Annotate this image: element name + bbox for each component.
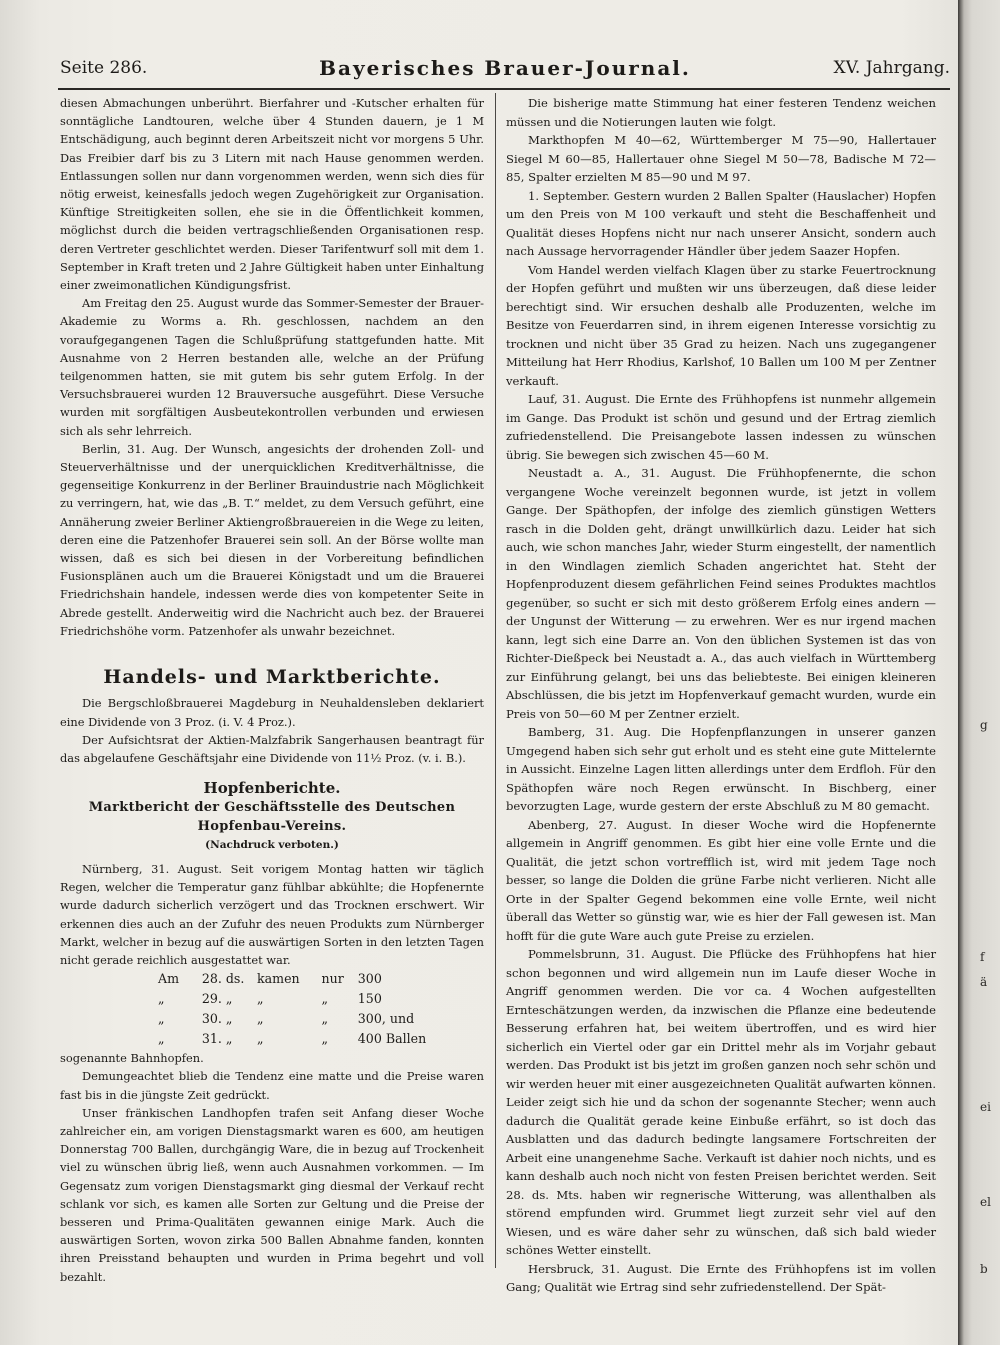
paragraph: Die bisherige matte Stimmung hat einer festeren Tendenz weichen müssen und die Notierungen lauten wie folgt. [506, 96, 936, 129]
left-column [60, 94, 484, 1286]
spacer [60, 640, 484, 654]
paragraph: Vom Handel werden vielfach Klagen über zu starke Feuertrocknung der Hopfen geführt und mußten wir uns überzeugen, daß diese leider berechtigt sind. Wir ersuchen deshalb alle Produzenten, welche im Besitze von Feuerdarren sind, in ihrem eigenen Interesse vorsichtig zu trocknen und nicht über 35 Grad zu heizen. Nach uns zugegangener Mitteilung hat Herr Rhodius, Karlshof, 10 Ballen um 100 M per Zentner verkauft. [506, 262, 936, 388]
margin-fragment: el [980, 1195, 991, 1209]
table-cell: 30. [201, 1011, 222, 1027]
page-number: Seite 286. [60, 58, 148, 78]
paragraph: sogenannte Bahnhopfen. [60, 1051, 204, 1066]
paragraph: Die Bergschloßbrauerei Magdeburg in Neuhaldensleben deklariert eine Dividende von 3 Proz. (i. V. 4 Proz.). [60, 696, 484, 729]
header-rule [58, 88, 950, 90]
right-column [506, 94, 936, 1297]
table-row [156, 1029, 456, 1049]
paragraph: diesen Abmachungen unberührt. Bierfahrer und -Kutscher erhalten für sonntägliche Landtouren, welche über 4 Stunden dauern, je 1 M Entschädigung, auch beginnt deren Arbeitszeit nicht vor morgens 5 Uhr. Das Freibier darf bis zu 3 Litern mit nach Hause genommen werden. Entlassungen sollen nur dann vorgenommen werden, wenn sich dies für nötig erweist, keinesfalls jedoch wegen Zugehörigkeit zur Organisation. Künftige Streitigkeiten sollen, ehe sie in die Öffentlichkeit kommen, möglichst durch die beiden vertragschließenden Organisationen resp. deren Vertreter geschlichtet werden. Dieser Tarifentwurf soll mit dem 1. September in Kraft treten und 2 Jahre Gültigkeit haben unter Einhaltung einer zweimonatlichen Kündigungsfrist. [60, 96, 484, 293]
binding-edge [958, 0, 1000, 1345]
paragraph: 1. September. Gestern wurden 2 Ballen Spalter (Hauslacher) Hopfen um den Preis von M 100 verkauft und steht die Beschaffenheit und Qualität dieses Hopfens nicht nur nach unserer Ansicht, sondern auch nach Aussage hervorragender Händler über jedem Saazer Hopfen. [506, 188, 936, 258]
volume-label: XV. Jahrgang. [833, 58, 950, 78]
table-cell: „ [225, 991, 233, 1007]
table-cell: nur [321, 971, 344, 987]
paragraph: Der Aufsichtsrat der Aktien-Malzfabrik Sangerhausen beantragt für das abgelaufene Geschäftsjahr eine Dividende von 11½ Proz. (v. i. B.). [60, 732, 484, 765]
table-row [156, 1009, 456, 1029]
paragraph: Demungeachtet blieb die Tendenz eine matte und die Preise waren fast bis in die jüngste Zeit gedrückt. [60, 1069, 484, 1102]
journal-title: Bayerisches Brauer-Journal. [319, 56, 691, 80]
margin-fragment: g [980, 718, 988, 732]
paragraph: Pommelsbrunn, 31. August. Die Pflücke des Frühhopfens hat hier schon begonnen und wird allgemein nun im Laufe dieser Woche in Angriff genommen werden. Die vor ca. 4 Wochen aufgestellten Ernteschätzungen werden, da inzwischen die Pflanze eine bedeutende Besserung erfahren hat, bei weitem übertroffen, und es wird hier sicherlich ein Viertel oder gar ein Drittel mehr als im Vorjahr gebaut werden. Das Produkt ist bis jetzt im großen ganzen noch sehr schön und wir werden heuer mit einer ausgezeichneten Qualität aufwarten können. Leider zeigt sich hie und da schon der sogenannte Stecher; wenn auch dadurch die Qualität gerade keine Einbuße erfährt, so ist doch das Ausblatten und das dadurch bedingte langsamere Fortschreiten der Arbeit eine unangenehme Sache. Verkauft ist dahier noch nichts, und es kann deshalb auch noch nicht von festen Preisen berichtet werden. Seit 28. ds. Mts. haben wir regnerische Witterung, was allenthalben als störend empfunden wird. Grummet liegt zurzeit sehr viel auf den Wiesen, und es wäre daher sehr zu wünschen, daß sich bald wieder schönes Wetter einstellt. [506, 947, 936, 1257]
table-cell: ds. [225, 971, 245, 987]
margin-fragment: ei [980, 1100, 991, 1114]
page-header [60, 58, 950, 88]
paragraph: Nürnberg, 31. August. Seit vorigem Montag hatten wir täglich Regen, welcher die Temperatur ganz fühlbar abkühlte; die Hopfenernte wurde dadurch sicherlich verzögert und das Trocknen erschwert. Wir erkennen dies auch an der Zufuhr des neuen Produkts zum Nürnberger Markt, welcher in bezug auf die auswärtigen Sorten in den letzten Tagen nicht gerade reichlich ausgestattet war. [60, 861, 484, 967]
subsection-heading: Hopfenberichte. [203, 779, 341, 798]
table-cell: 150 [357, 991, 382, 1007]
table-cell: „ [321, 1031, 329, 1047]
table-cell: Am [158, 971, 180, 987]
paragraph: Lauf, 31. August. Die Ernte des Frühhopfens ist nunmehr allgemein im Gange. Das Produkt ist schön und gesund und der Ertrag ziemlich zufriedenstellend. Die Preisangebote lassen indessen zu wünschen übrig. Sie bewegen sich zwischen 45—60 M. [506, 392, 936, 462]
paragraph: Am Freitag den 25. August wurde das Sommer-Semester der Brauer-Akademie zu Worms a. Rh. geschlossen, nachdem an den voraufgegangenen Tagen die Schlußprüfung stattgefunden hatte. Mit Ausnahme von 2 Herren bestanden alle, welche an der Prüfung teilgenommen hatten, sie mit gutem bis sehr gutem Erfolg. In der Versuchsbrauerei wurden 12 Brauversuche ausgeführt. Diese Versuche wurden mit sorgfältigen Ausbeutekontrollen verbunden und erwiesen sich als sehr lehrreich. [60, 296, 484, 438]
margin-fragment: f [980, 950, 985, 964]
paragraph: Hersbruck, 31. August. Die Ernte des Frühhopfens ist im vollen Gang; Qualität wie Ertrag sind sehr zufriedenstellend. Der Spät- [506, 1261, 936, 1294]
table-cell: „ [225, 1031, 233, 1047]
paragraph: Bamberg, 31. Aug. Die Hopfenpflanzungen in unserer ganzen Umgegend haben sich sehr gut erholt und es steht eine gute Mittelernte in Aussicht. Einzelne Lagen litten allerdings unter dem Erdfloh. Für den Späthopfen wäre noch Regen erwünscht. In Bischberg, einer bevorzugten Lage, wurde gestern der erste Abschluß zu M 80 gemacht. [506, 725, 936, 813]
table-cell: „ [256, 991, 264, 1007]
table-cell: 300 [357, 971, 382, 987]
table-cell: 29. [201, 991, 222, 1007]
table-cell: kamen [256, 971, 300, 987]
paragraph: Markthopfen M 40—62, Württemberger M 75—90, Hallertauer Siegel M 60—85, Hallertauer ohne Siegel M 50—78, Badische M 72—85, Spalter erzielten M 85—90 und M 97. [506, 133, 936, 184]
table-cell: „ [158, 991, 165, 1007]
table-row [156, 969, 456, 989]
table-cell: „ [256, 1011, 264, 1027]
table-cell: „ [256, 1031, 264, 1047]
margin-fragment: ä [980, 975, 988, 989]
paragraph: Berlin, 31. Aug. Der Wunsch, angesichts der drohenden Zoll- und Steuerverhältnisse und der unerquicklichen Kreditverhältnisse, die gegenseitige Konkurrenz in der Berliner Brauindustrie nach Möglichkeit zu verringern, hat, wie das „B. T.“ meldet, zu dem Versuch geführt, eine Annäherung zweier Berliner Aktiengroßbrauereien in die Wege zu leiten, deren eine die Patzenhofer Brauerei sein soll. An der Börse wollte man wissen, daß es sich bei diesen in der Vorbereitung befindlichen Fusionsplänen auch um die Brauerei Königstadt und um die Brauerei Friedrichshain handele, indessen werde dies von kompetenter Seite in Abrede gestellt. Anderweitig wird die Nachricht auch bez. der Brauerei Friedrichshöhe vorm. Patzenhofer als unwahr bezeichnet. [60, 441, 484, 638]
paragraph: Abenberg, 27. August. In dieser Woche wird die Hopfenernte allgemein in Angriff genommen. Es gibt hier eine volle Ernte und die Qualität, die jetzt schon vortrefflich ist, wird mit jedem Tage noch besser, so lange die Dolden die grüne Farbe nicht verlieren. Nicht alle Orte in der Spalter Gegend bekommen eine volle Ernte, weil nicht überall das Wetter so günstig war, wie es hier der Fall gewesen ist. Man hofft für die gute Ware auch gute Preise zu erzielen. [506, 817, 936, 943]
table-cell: 400 Ballen [357, 1031, 427, 1047]
table-cell: „ [321, 991, 329, 1007]
table-row [156, 989, 456, 1009]
table-cell: 28. [201, 971, 222, 987]
table-cell: „ [158, 1011, 165, 1027]
table-cell: „ [321, 1011, 329, 1027]
paragraph: Unser fränkischen Landhopfen trafen seit Anfang dieser Woche zahlreicher ein, am vorigen Dienstagsmarkt waren es 600, am heutigen Donnerstag 700 Ballen, durchgängig Ware, die in bezug auf Trockenheit viel zu wünschen übrig ließ, wenn auch Ausnahmen vorkommen. — Im Gegensatz zum vorigen Dienstagsmarkt ging diesmal der Verkauf recht schlank vor sich, es kamen alle Sorten zur Geltung und die Preise der besseren und Prima-Qualitäten gewannen einige Mark. Auch die auswärtigen Sorten, wovon zirka 500 Ballen Abnahme fanden, konnten ihren Preisstand behaupten und wurden in Prima begehrt und voll bezahlt. [60, 1105, 484, 1284]
table-cell: 31. [201, 1031, 222, 1047]
report-heading: Marktbericht der Geschäftsstelle des Deutschen Hopfenbau-Vereins. [88, 800, 456, 834]
column-divider [495, 93, 496, 1268]
paragraph: Neustadt a. A., 31. August. Die Frühhopfenernte, die schon vergangene Woche vereinzelt begonnen wurde, ist jetzt in vollem Gange. Der Späthopfen, der infolge des ziemlich günstigen Wetters rasch in die Dolden geht, drängt unwillkürlich dazu. Leider hat sich auch, wie schon manches Jahr, wieder Sturm eingestellt, der namentlich in den Windlagen ziemlich Schaden angerichtet hat. Steht der Hopfenproduzent diesem gefährlichen Feind seines Produktes machtlos gegenüber, so sucht er sich mit desto größerem Erfolg eines andern — der Ungunst der Witterung — zu erwehren. Wer es nur irgend machen kann, legt sich eine Darre an. Von den üblichen Systemen ist das von Richter-Dießpeck bei Neustadt a. A., das auch vielfach in Württemberg zur Einführung gelangt, bei uns das beliebteste. Bei einigen kleineren Abschlüssen, die bis jetzt im Hopfenverkauf gemacht wurden, wurde ein Preis von 50—60 M per Zentner erzielt. [506, 466, 936, 721]
arrivals-table [156, 969, 456, 1049]
table-cell: „ [158, 1031, 165, 1047]
table-cell: 300, und [357, 1011, 415, 1027]
table-cell: „ [225, 1011, 233, 1027]
section-heading: Handels- und Marktberichte. [103, 666, 441, 689]
copyright-note: (Nachdruck verboten.) [205, 838, 339, 851]
margin-fragment: b [980, 1262, 988, 1276]
